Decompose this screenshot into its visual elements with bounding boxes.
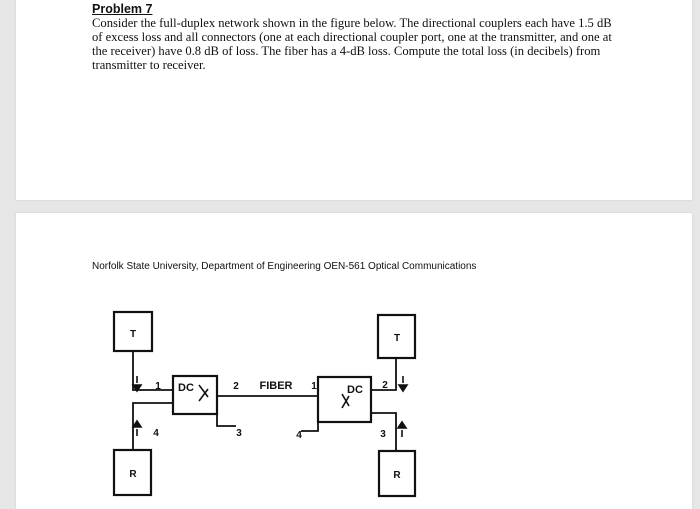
left-port3-stub [217,414,236,426]
slide-page [16,213,692,509]
problem-page [16,0,692,200]
left-port-3-label: 3 [236,428,242,439]
fiber-label: FIBER [259,380,293,392]
right-port-3-label: 3 [380,429,386,440]
right-coupler-label: DC [347,384,363,396]
right-transmitter-label: T [393,333,401,344]
left-port-4-label: 4 [153,428,159,439]
right-port-1-label: 1 [311,381,317,392]
network-diagram [16,213,692,509]
right-coupler-arrow-icon-2 [342,396,349,408]
left-coupler-label: DC [178,382,194,394]
left-port-1-label: 1 [155,381,161,392]
left-port-2-label: 2 [233,381,239,392]
slide-header: Norfolk State University, Department of Engineering OEN-561 Optical Communications [92,261,477,272]
right-down-arrow-head-icon [399,385,407,391]
right-port-4-label: 4 [296,430,302,441]
right-receiver-label: R [393,470,401,481]
right-port4-stub [301,422,318,431]
problem-text: Consider the full-duplex network shown in the figure below. The directional couplers each have 1.5 dB of excess loss and all connectors (one at each directional coupler port, one at the transmitter, and one at the receiver) have 0.8 dB of loss. The fiber has a 4-dB loss. Compute the total loss (in decibels) from transmitter to receiver. [92,16,612,72]
up-arrow-head-icon [133,421,141,427]
right-port-2-label: 2 [382,380,388,391]
right-up-arrow-head-icon [398,422,406,428]
left-tx-line [133,351,173,390]
left-receiver-label: R [129,469,137,480]
problem-title: Problem 7 [92,2,153,16]
left-transmitter-label: T [129,329,137,340]
